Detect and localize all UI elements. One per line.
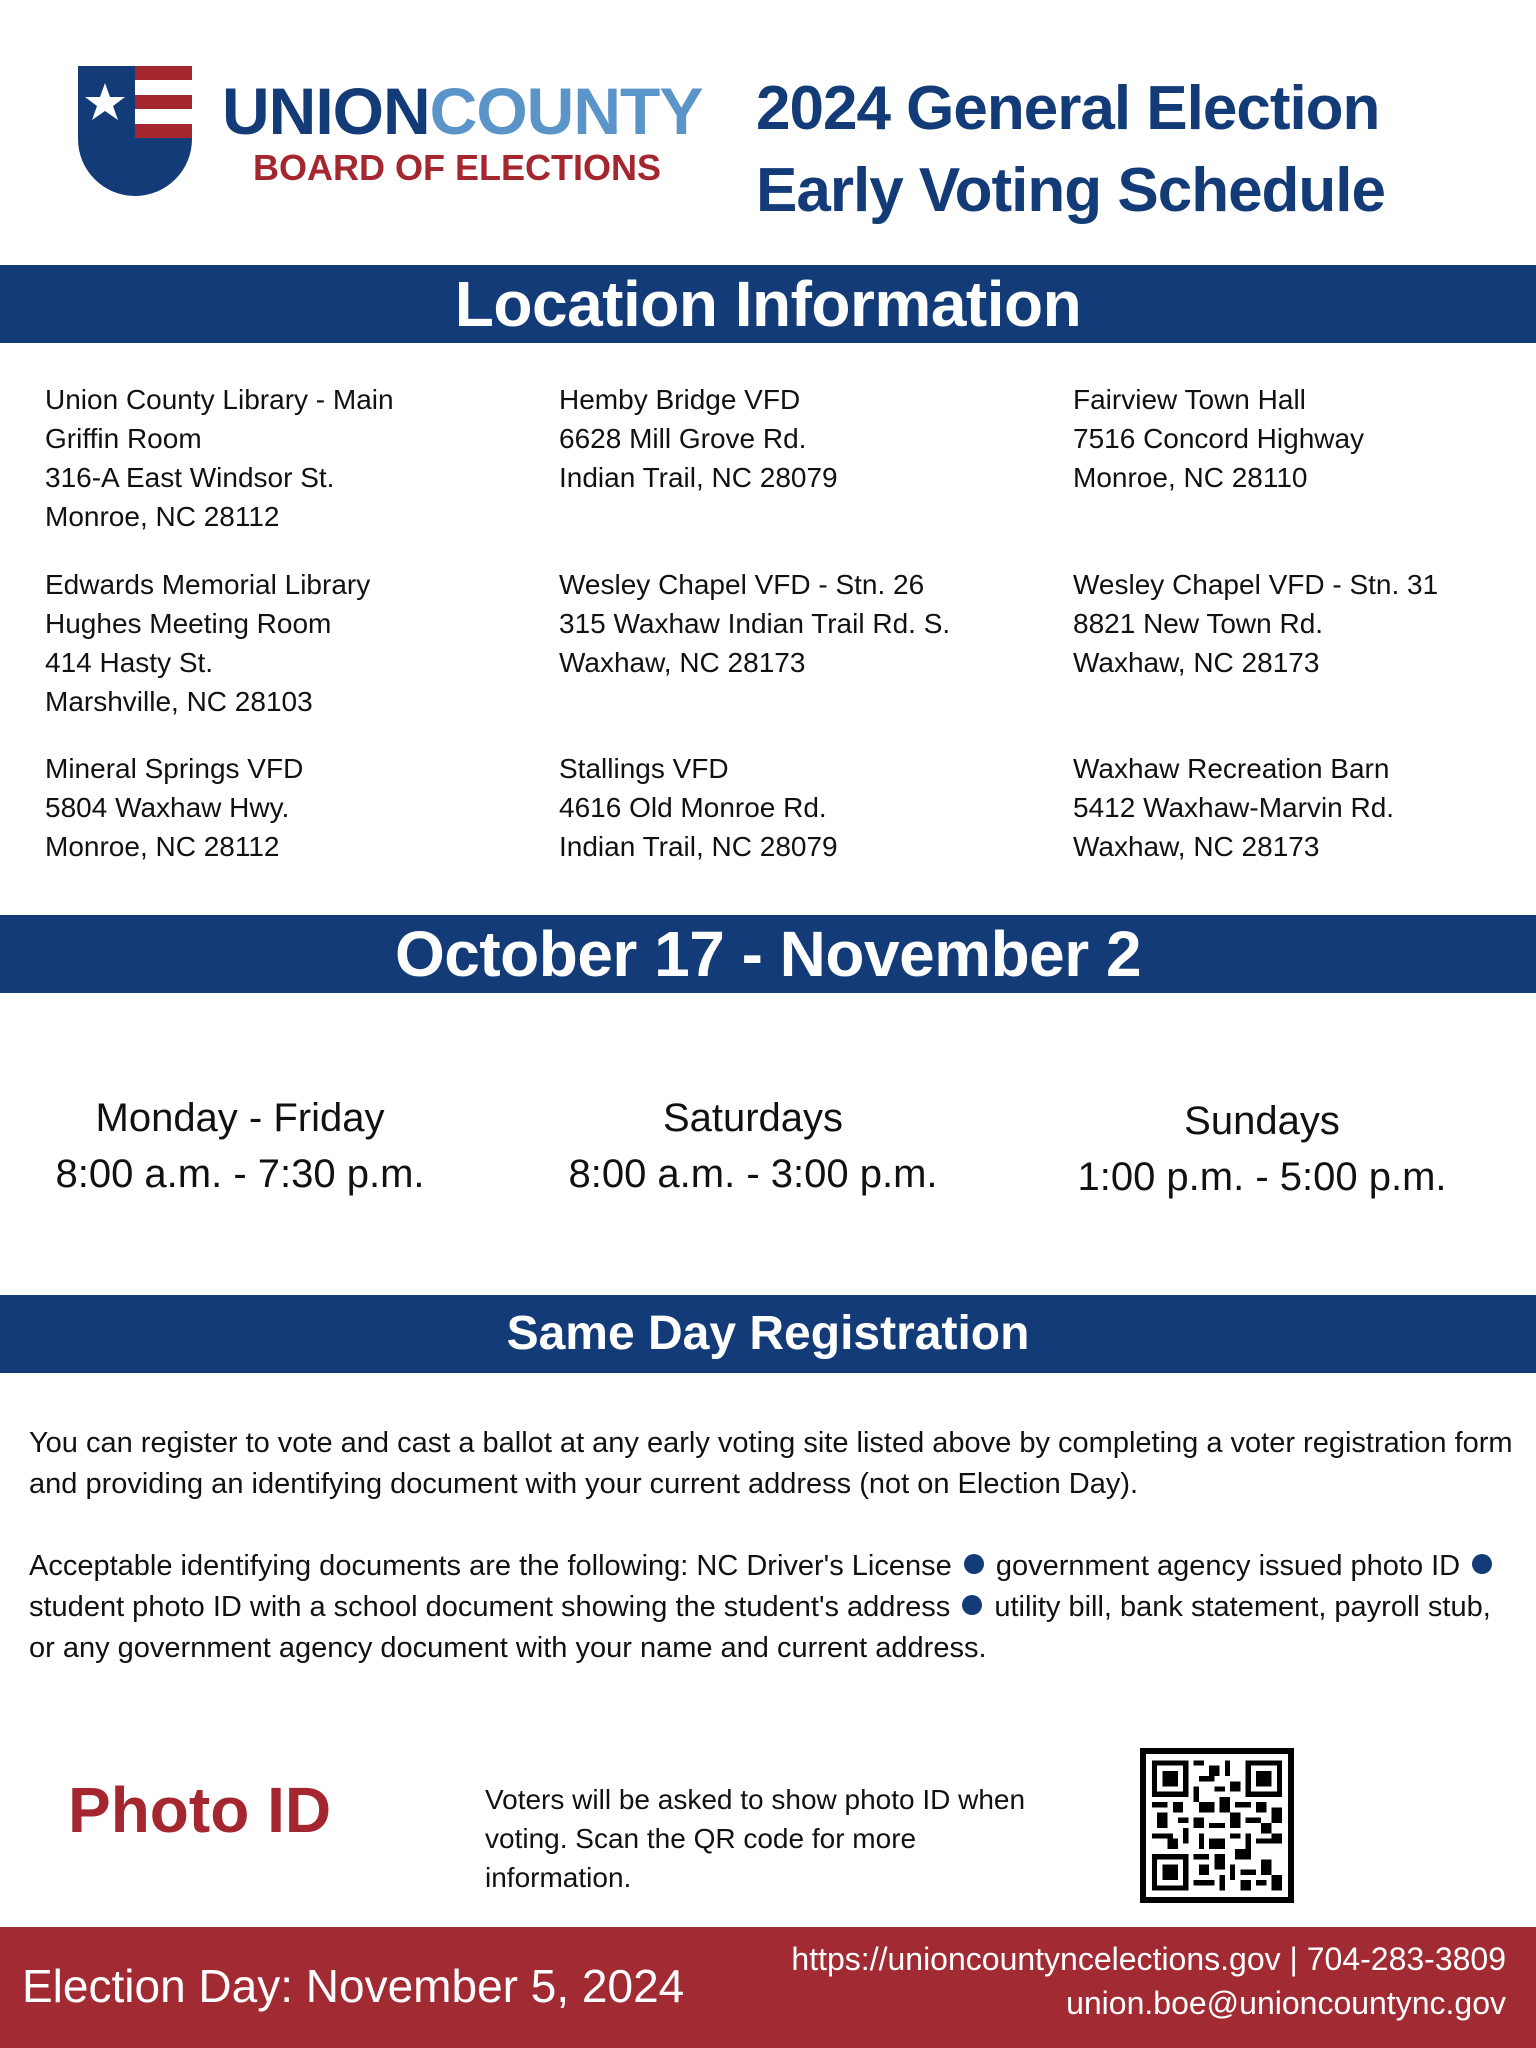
location-name: Wesley Chapel VFD - Stn. 31 (1073, 569, 1439, 600)
location-city: Monroe, NC 28110 (1073, 462, 1308, 493)
location-name: Mineral Springs VFD (45, 753, 304, 784)
location-street: 7516 Concord Highway (1073, 423, 1365, 454)
location-city: Indian Trail, NC 28079 (559, 831, 838, 862)
acceptable-docs-intro: Acceptable identifying documents are the following: NC Driver's License (29, 1550, 952, 1582)
hours-days: Saturdays (662, 1096, 844, 1140)
page-title (756, 68, 1516, 232)
sdr-paragraph-1: You can register to vote and cast a ballot at any early voting site listed above by completing a voter registration form and providing an identifying document with your current address (not on Election Day). (29, 1427, 1513, 1500)
separator: | (1289, 1941, 1298, 1977)
location-name: Wesley Chapel VFD - Stn. 26 (559, 569, 925, 600)
hours-time: 8:00 a.m. - 3:00 p.m. (568, 1152, 938, 1196)
acceptable-doc-item: government agency issued photo ID (995, 1550, 1461, 1582)
location-city: Waxhaw, NC 28173 (1073, 831, 1320, 862)
hours-weekdays (0, 1090, 480, 1202)
hours-time: 1:00 p.m. - 5:00 p.m. (1077, 1155, 1447, 1199)
election-day: Election Day: November 5, 2024 (22, 1960, 685, 2012)
location-street: 414 Hasty St. (45, 647, 214, 678)
hours-sundays (1022, 1093, 1502, 1205)
photo-id-text: Voters will be asked to show photo ID when voting. Scan the QR code for more information. (485, 1784, 1026, 1893)
logo-county-text: COUNTY (429, 74, 703, 148)
sdr-paragraph-2 (29, 1546, 1519, 1669)
location-city: Marshville, NC 28103 (45, 686, 313, 717)
location-item (45, 749, 303, 866)
logo-subtitle: BOARD OF ELECTIONS (253, 147, 662, 188)
location-item (559, 565, 950, 682)
location-item (559, 749, 838, 866)
shield-flag-icon (78, 66, 192, 196)
location-name: Stallings VFD (559, 753, 729, 784)
location-heading: Location Information (0, 265, 1536, 343)
location-street: 6628 Mill Grove Rd. (559, 423, 807, 454)
location-name: Edwards Memorial Library (45, 569, 371, 600)
dates-heading: October 17 - November 2 (0, 915, 1536, 993)
title-line-2: Early Voting Schedule (756, 156, 1386, 225)
footer (0, 1927, 1536, 2048)
location-street: 8821 New Town Rd. (1073, 608, 1324, 639)
hours-time: 8:00 a.m. - 7:30 p.m. (55, 1152, 425, 1196)
email-link[interactable]: union.boe@unioncountync.gov (1066, 1985, 1506, 2021)
acceptable-doc-item: student photo ID with a school document showing the student's address (29, 1591, 951, 1623)
location-city: Waxhaw, NC 28173 (559, 647, 806, 678)
phone-link[interactable]: 704-283-3809 (1306, 1941, 1506, 1977)
photo-id-heading: Photo ID (68, 1774, 332, 1846)
bullet-icon (1472, 1554, 1492, 1574)
qr-code-icon[interactable] (1140, 1748, 1294, 1903)
location-street: 316-A East Windsor St. (45, 462, 335, 493)
location-city: Monroe, NC 28112 (45, 501, 280, 532)
location-item (1073, 565, 1438, 682)
location-item (45, 565, 370, 721)
logo-wordmark (222, 74, 703, 148)
hours-days: Monday - Friday (95, 1096, 385, 1140)
location-street: 4616 Old Monroe Rd. (559, 792, 827, 823)
location-name: Union County Library - Main (45, 384, 394, 415)
sdr-heading: Same Day Registration (0, 1295, 1536, 1373)
title-line-1: 2024 General Election (756, 74, 1380, 143)
location-street: 5804 Waxhaw Hwy. (45, 792, 290, 823)
location-name: Hemby Bridge VFD (559, 384, 801, 415)
location-street: 5412 Waxhaw-Marvin Rd. (1073, 792, 1395, 823)
website-link[interactable]: https://unioncountyncelections.gov (791, 1941, 1281, 1977)
location-item (1073, 749, 1394, 866)
acceptable-doc-item: utility bill, bank statement, payroll stub, or any government agency document with your name and current address. (29, 1591, 1491, 1664)
bullet-icon (962, 1595, 982, 1615)
location-room: Griffin Room (45, 423, 202, 454)
location-city: Waxhaw, NC 28173 (1073, 647, 1320, 678)
bullet-icon (964, 1554, 984, 1574)
location-city: Monroe, NC 28112 (45, 831, 280, 862)
location-item (559, 380, 838, 497)
location-item (45, 380, 394, 536)
location-name: Fairview Town Hall (1073, 384, 1306, 415)
contact-info (791, 1937, 1506, 2025)
logo-union-text: UNION (222, 74, 430, 148)
location-room: Hughes Meeting Room (45, 608, 332, 639)
location-city: Indian Trail, NC 28079 (559, 462, 838, 493)
hours-saturdays (513, 1090, 993, 1202)
location-street: 315 Waxhaw Indian Trail Rd. S. (559, 608, 951, 639)
location-name: Waxhaw Recreation Barn (1073, 753, 1390, 784)
hours-days: Sundays (1184, 1099, 1340, 1143)
location-item (1073, 380, 1364, 497)
